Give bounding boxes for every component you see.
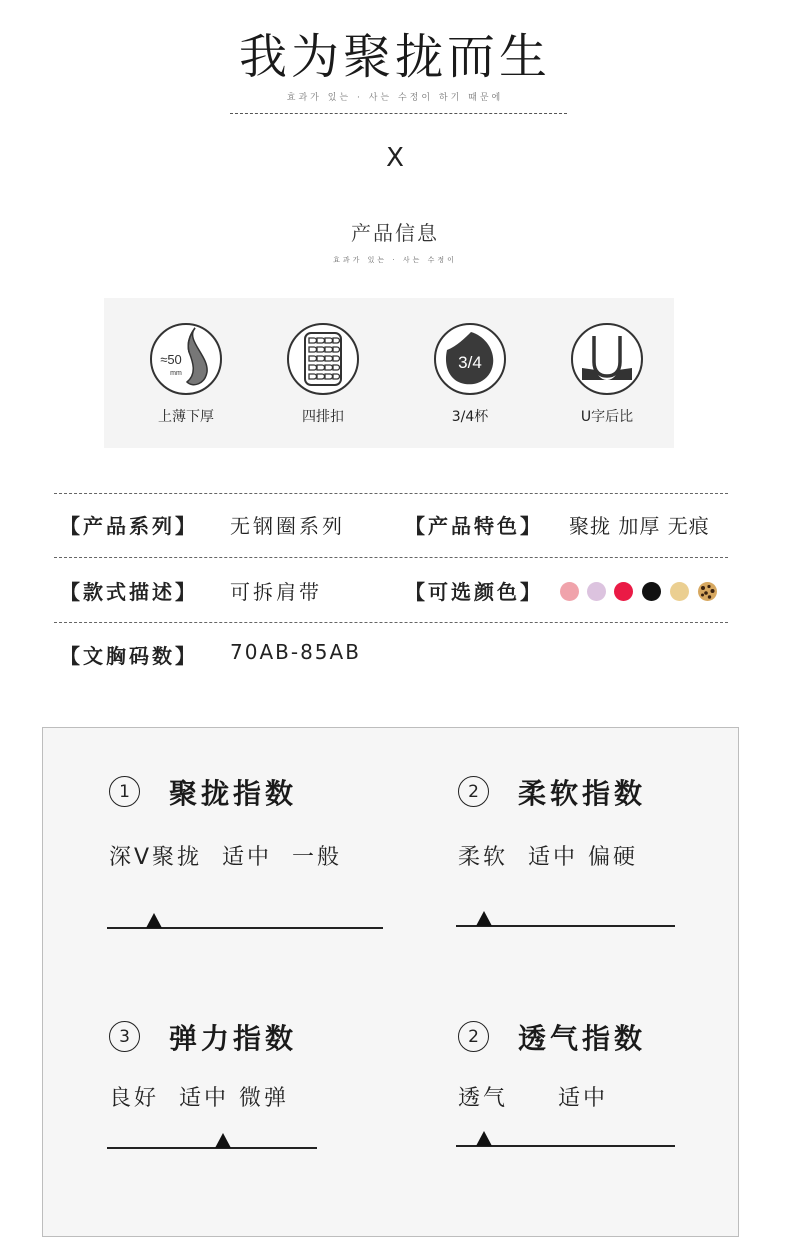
index-title: 聚拢指数 — [169, 777, 298, 810]
u-back-icon — [570, 322, 644, 396]
index-title: 弹力指数 — [169, 1022, 298, 1055]
color-swatch-black[interactable] — [642, 582, 661, 601]
index-marker — [146, 913, 162, 928]
feature-label: 上薄下厚 — [158, 409, 214, 425]
thickness-value: ≈50 — [160, 352, 182, 367]
cup-fraction: 3/4 — [458, 353, 482, 372]
spec-divider — [54, 557, 728, 558]
header-divider — [230, 113, 567, 114]
feature-hooks — [268, 322, 378, 426]
cup-icon — [433, 322, 507, 396]
color-swatch-leopard[interactable] — [698, 582, 717, 601]
product-info-title: 产品信息 — [351, 221, 439, 245]
index-marker — [476, 911, 492, 926]
feature-label: U字后比 — [580, 409, 634, 425]
spec-style-value: 可拆肩带 — [230, 580, 322, 604]
spec-series-label: 【产品系列】 — [60, 514, 198, 538]
feature-label: 四排扣 — [302, 409, 344, 425]
index-title: 柔软指数 — [518, 777, 647, 810]
feature-cup — [415, 322, 525, 426]
spec-feature-label: 【产品特色】 — [405, 514, 543, 538]
thickness-unit: mm — [170, 370, 182, 377]
index-marker — [215, 1133, 231, 1148]
spec-size-label: 【文胸码数】 — [60, 644, 198, 668]
feature-panel — [104, 298, 674, 448]
feature-label: 3/4杯 — [451, 409, 489, 425]
x-mark: X — [386, 143, 404, 173]
page-subtitle: 효과가 있는 · 사는 수정이 하기 때문에 — [286, 93, 504, 103]
spec-series-value: 无钢圈系列 — [230, 514, 345, 538]
spec-divider — [54, 622, 728, 623]
hook-rows-icon — [286, 322, 360, 396]
index-title: 透气指数 — [518, 1022, 647, 1055]
color-swatch-red[interactable] — [614, 582, 633, 601]
spec-feature-value: 聚拢 加厚 无痕 — [569, 514, 710, 538]
spec-style-label: 【款式描述】 — [60, 580, 198, 604]
spec-color-label: 【可选颜色】 — [405, 580, 543, 604]
color-swatch-lilac[interactable] — [587, 582, 606, 601]
index-options: 深V聚拢 适中 一般 — [109, 845, 343, 870]
color-swatch-pink[interactable] — [560, 582, 579, 601]
color-swatch-beige[interactable] — [670, 582, 689, 601]
index-number: 1 — [109, 776, 140, 807]
feature-u-back — [552, 322, 662, 426]
feature-thickness — [131, 322, 241, 426]
index-scale — [107, 1147, 317, 1149]
index-number: 2 — [458, 1021, 489, 1052]
index-options: 良好 适中 微弹 — [109, 1086, 289, 1111]
index-options: 透气 适中 — [458, 1086, 608, 1111]
product-info-subtitle: 효과가 있는 · 사는 수정이 — [333, 256, 457, 264]
index-number: 2 — [458, 776, 489, 807]
index-number: 3 — [109, 1021, 140, 1052]
spec-divider — [54, 493, 728, 494]
spec-size-value: 70AB-85AB — [230, 640, 361, 664]
index-marker — [476, 1131, 492, 1146]
thickness-icon — [149, 322, 223, 396]
index-panel — [42, 727, 739, 1237]
page-title: 我为聚拢而生 — [238, 29, 551, 85]
index-options: 柔软 适中 偏硬 — [458, 845, 638, 870]
